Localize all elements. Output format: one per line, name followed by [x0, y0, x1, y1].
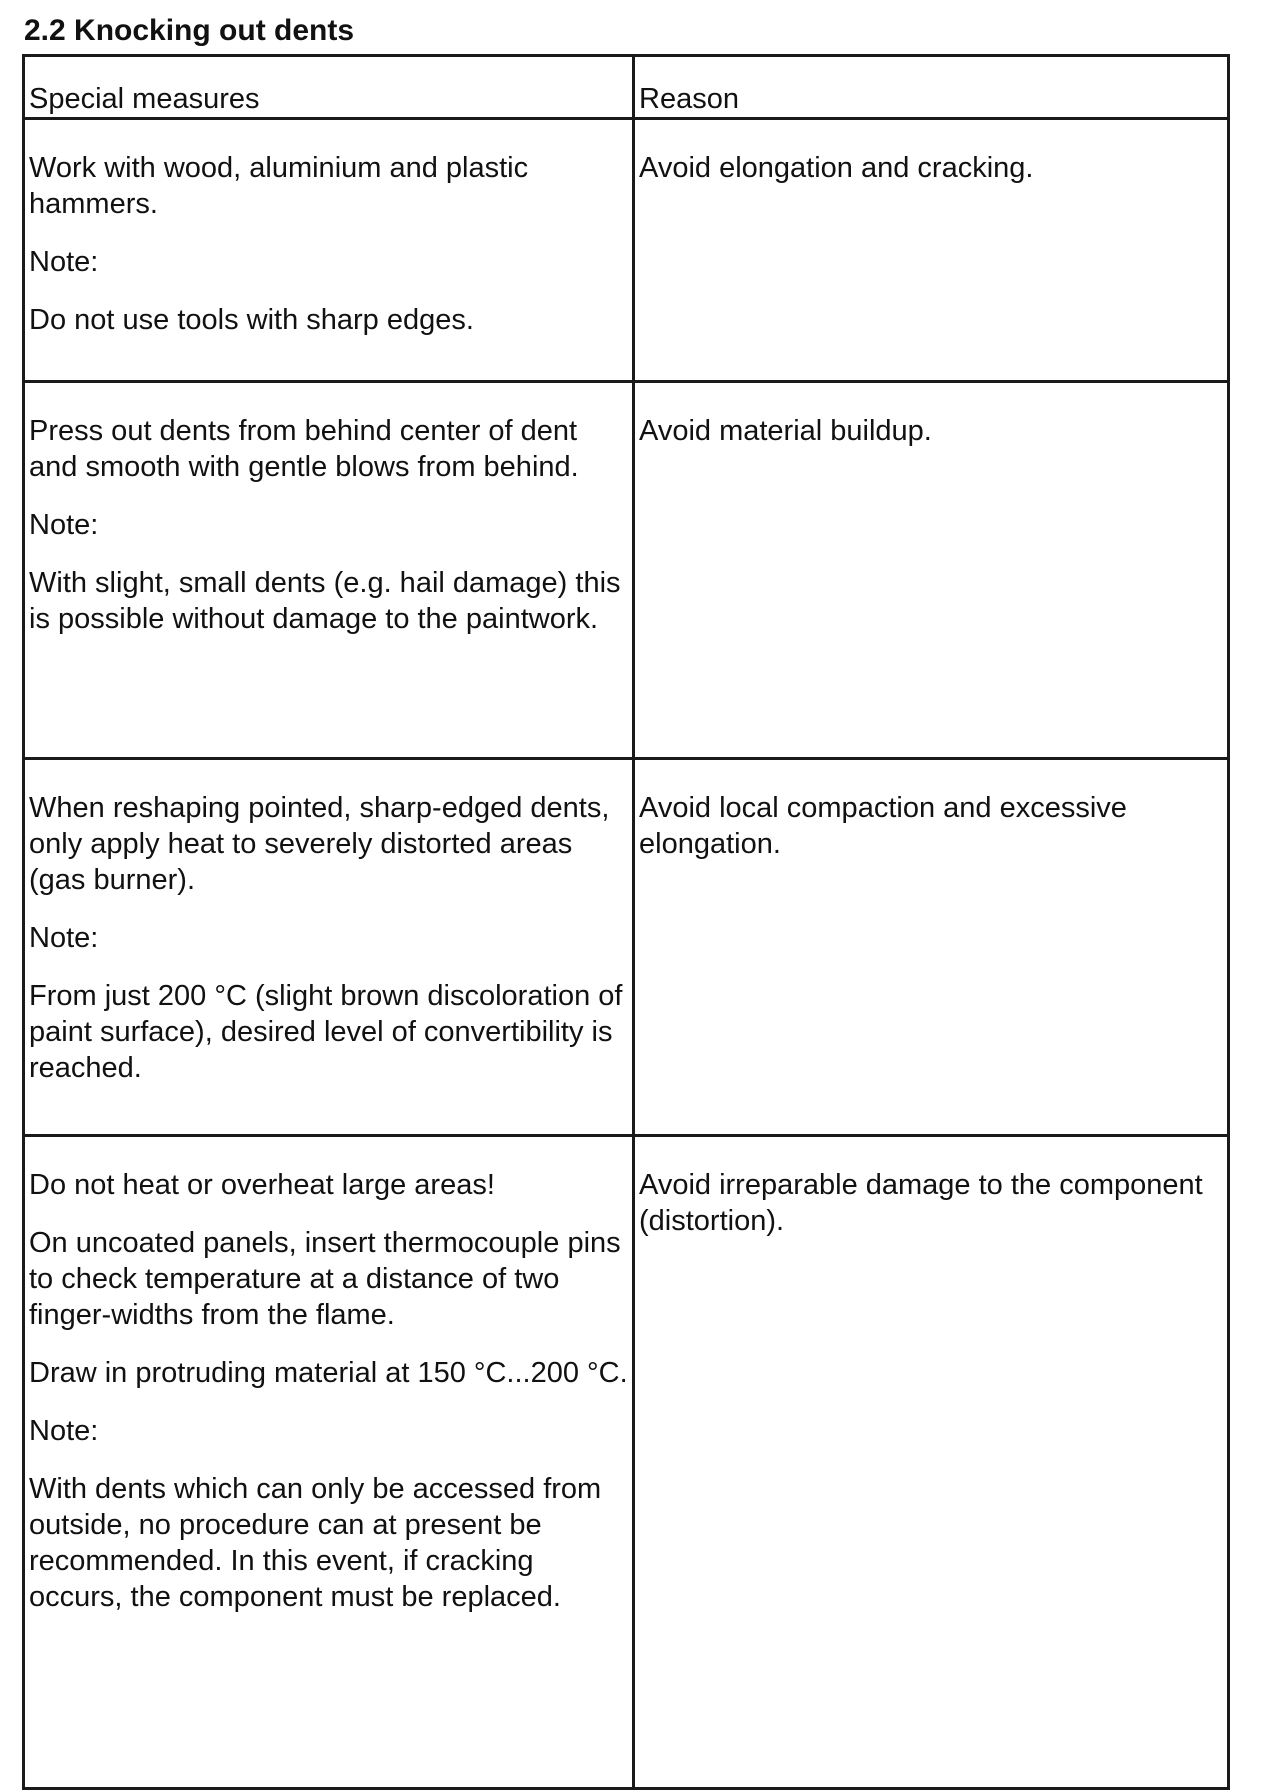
note-label: Note: — [29, 509, 99, 541]
table-row — [24, 759, 1229, 1136]
measure-text: Draw in protruding material at 150 °C...200 °C. — [29, 1357, 628, 1389]
note-text: Do not use tools with sharp edges. — [29, 304, 474, 336]
section-title: 2.2 Knocking out dents — [24, 14, 355, 47]
reason-cell — [634, 1136, 1229, 1789]
measures-cell — [24, 1136, 634, 1789]
measure-text: On uncoated panels, insert thermocouple pins to check temperature at a distance of two finger-widths from the flame. — [29, 1227, 621, 1331]
note-label: Note: — [29, 1415, 99, 1447]
table-row — [24, 382, 1229, 759]
measures-cell — [24, 759, 634, 1136]
reason-text: Avoid local compaction and excessive elongation. — [639, 792, 1127, 860]
reason-text: Avoid irreparable damage to the component (distortion). — [639, 1169, 1203, 1237]
reason-text: Avoid material buildup. — [639, 415, 932, 447]
measure-text: Work with wood, aluminium and plastic hammers. — [29, 152, 529, 220]
column-header-reason: Reason — [634, 56, 1229, 119]
note-text: With dents which can only be accessed from outside, no procedure can at present be recommended. In this event, if cracking occurs, the component must be replaced. — [29, 1473, 602, 1613]
note-label: Note: — [29, 246, 99, 278]
measure-text: Press out dents from behind center of dent and smooth with gentle blows from behind. — [29, 415, 579, 483]
reason-text: Avoid elongation and cracking. — [639, 152, 1034, 184]
reason-cell — [634, 382, 1229, 759]
measures-cell — [24, 119, 634, 382]
measures-cell — [24, 382, 634, 759]
note-text: From just 200 °C (slight brown discoloration of paint surface), desired level of convertibility is reached. — [29, 980, 623, 1084]
table-header-row — [24, 56, 1229, 119]
table-row — [24, 1136, 1229, 1789]
reason-cell — [634, 759, 1229, 1136]
column-header-special-measures: Special measures — [24, 56, 634, 119]
reason-cell — [634, 119, 1229, 382]
table-row — [24, 119, 1229, 382]
measures-table — [22, 54, 1230, 1790]
note-text: With slight, small dents (e.g. hail damage) this is possible without damage to the paintwork. — [29, 567, 621, 635]
measure-text: When reshaping pointed, sharp-edged dents, only apply heat to severely distorted areas (gas burner). — [29, 792, 610, 896]
note-label: Note: — [29, 922, 99, 954]
measure-text: Do not heat or overheat large areas! — [29, 1169, 495, 1201]
